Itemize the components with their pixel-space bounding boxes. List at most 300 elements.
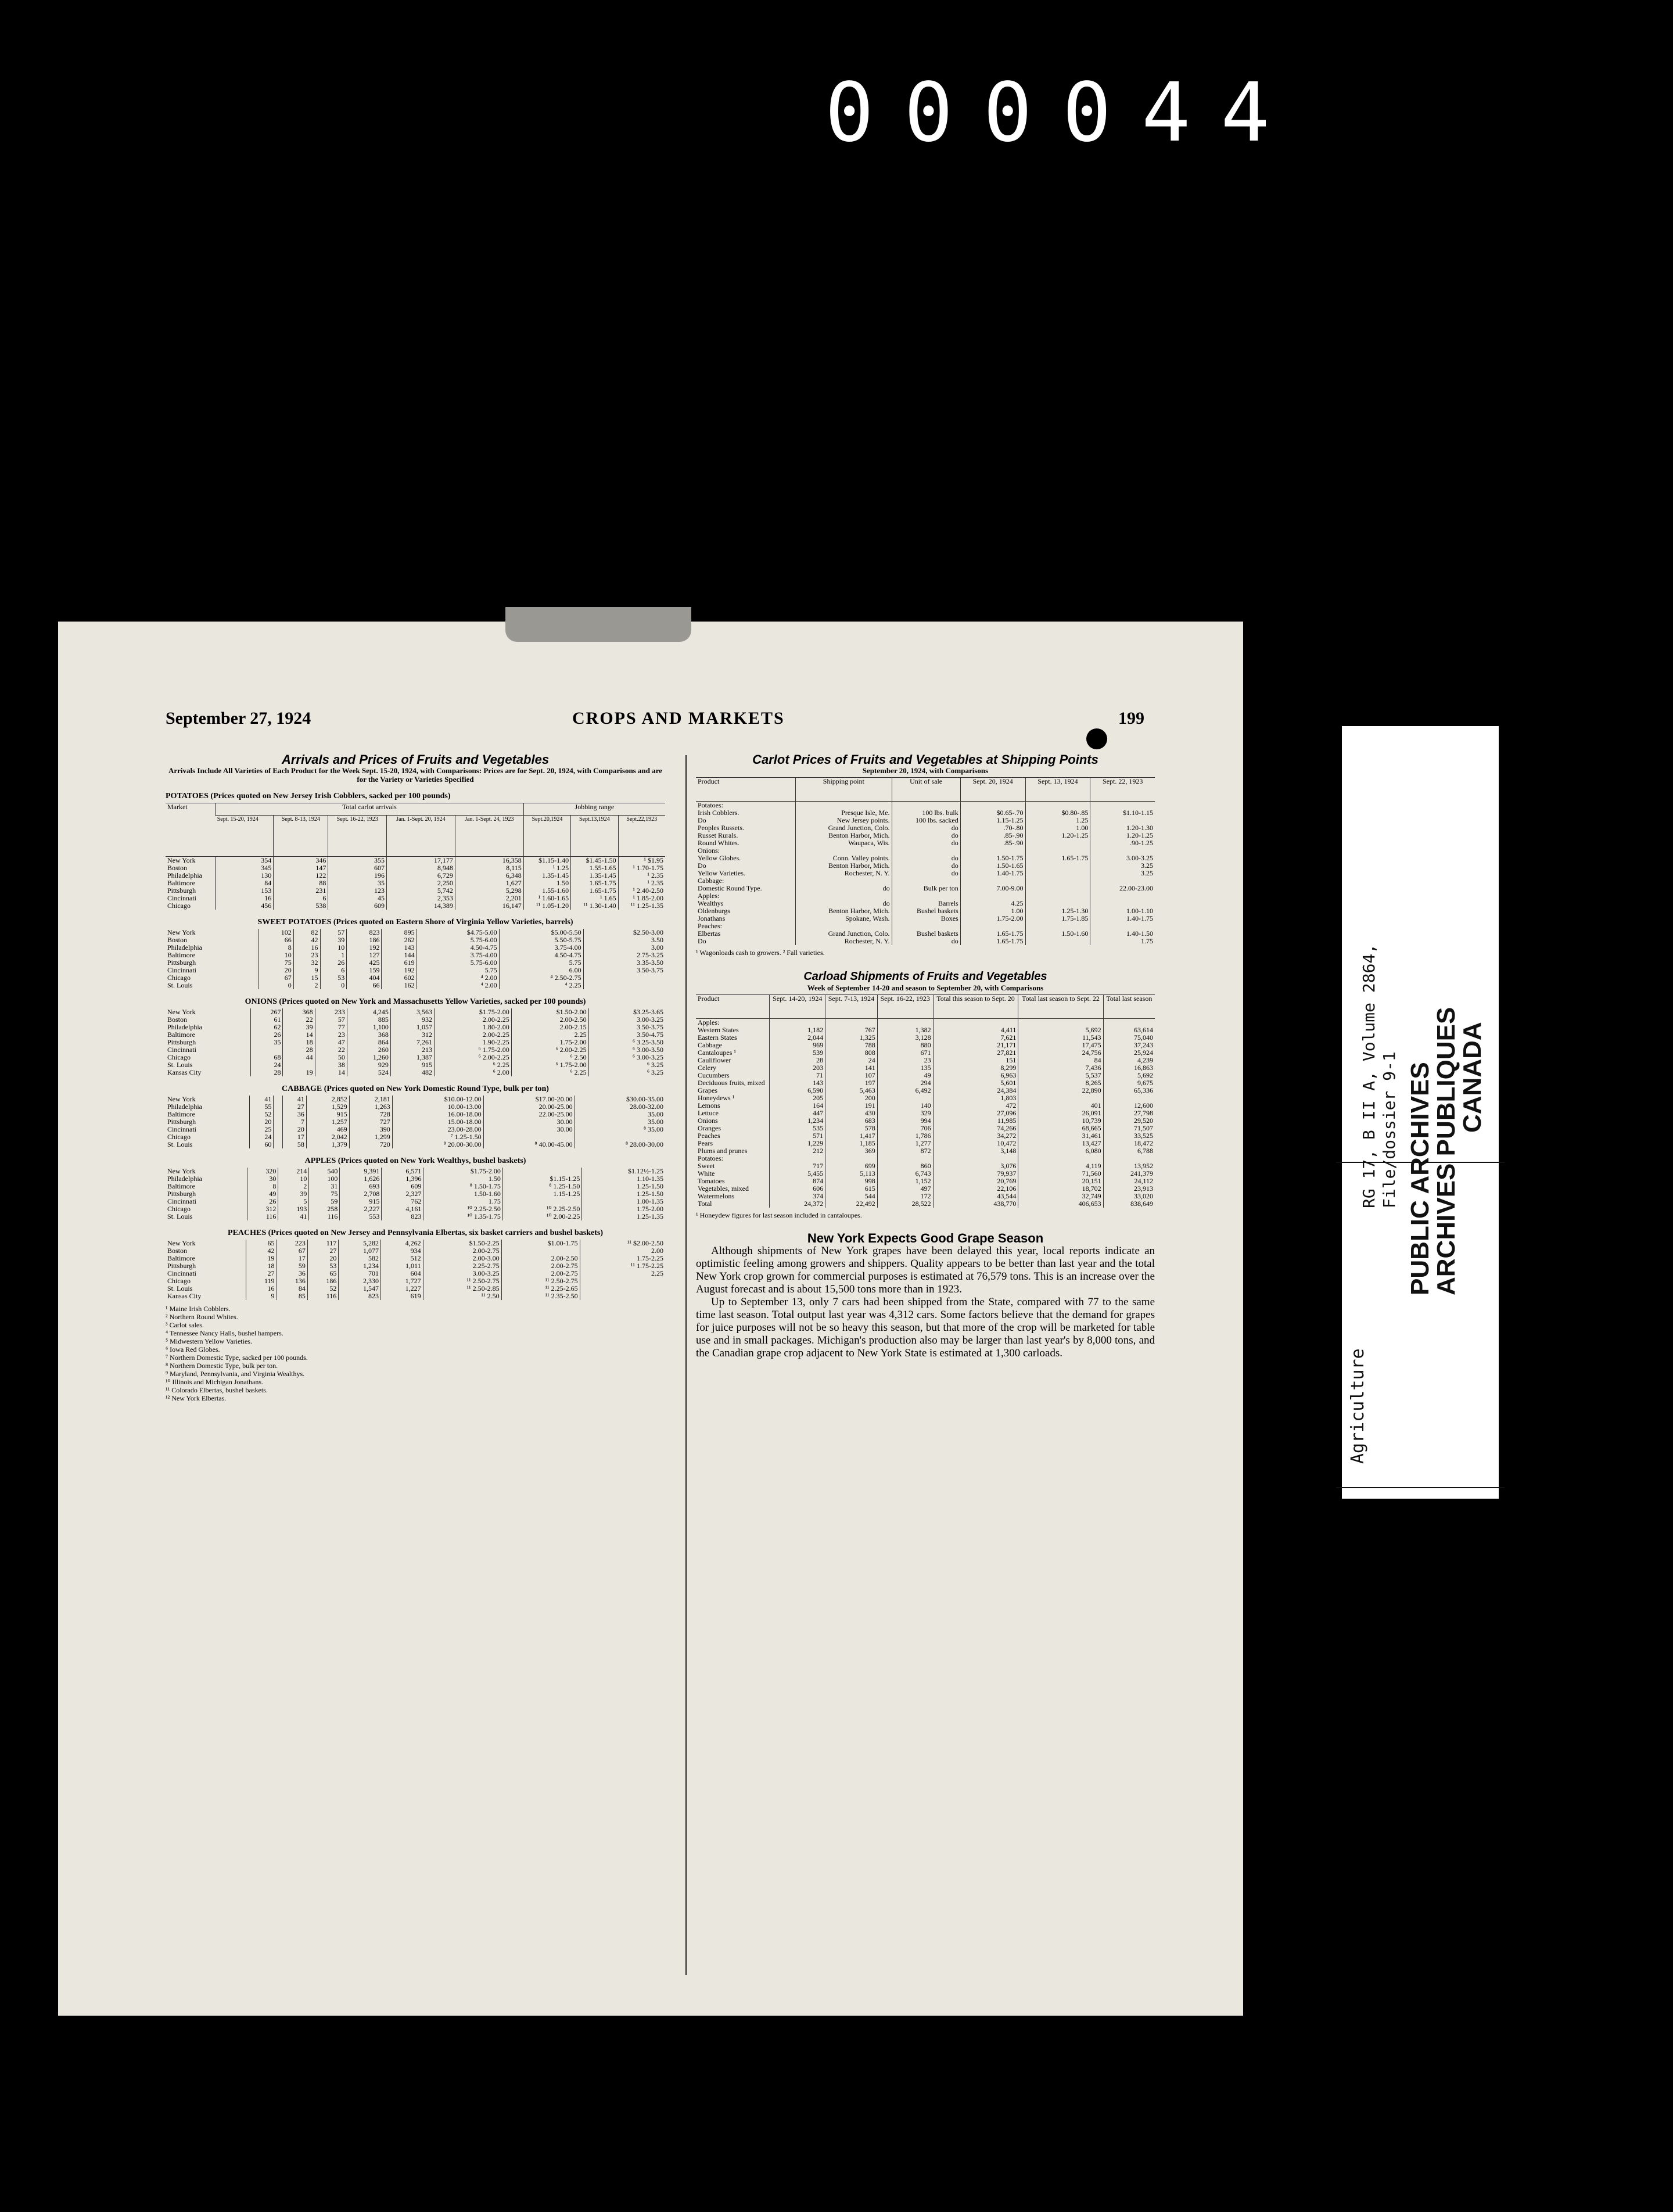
table-cell: 186 xyxy=(307,1277,338,1285)
market-header: Market xyxy=(166,803,216,857)
table-cell: Cincinnati xyxy=(167,1197,196,1205)
footnote-item: ¹¹ Colorado Elbertas, bushel baskets. xyxy=(166,1386,268,1394)
table-cell: 1,263 xyxy=(349,1103,392,1111)
table-cell: Wealthys xyxy=(698,899,724,907)
table-cell: 2.00-3.00 xyxy=(423,1255,501,1262)
carlot-subtitle: September 20, 1924, with Comparisons xyxy=(862,766,989,775)
table-row xyxy=(166,951,665,959)
table-cell: Peaches xyxy=(698,1132,720,1140)
table-cell: 374 xyxy=(770,1193,825,1200)
table-row xyxy=(166,1213,665,1220)
table-cell: Presque Isle, Me. xyxy=(796,809,892,817)
table-cell: 5,742 xyxy=(387,887,455,895)
table-cell: ⁶ 3.25 xyxy=(588,1061,665,1069)
table-row xyxy=(696,854,1155,862)
table-cell: 3.00-3.25 xyxy=(423,1270,501,1277)
carlot-rows xyxy=(696,802,1155,946)
potatoes-heading: POTATOES (Prices quoted on New Jersey Irish Cobblers, sacked per 100 pounds) xyxy=(166,792,451,800)
table-cell: 74,266 xyxy=(933,1125,1018,1132)
table-cell: do xyxy=(892,938,960,945)
table-cell: 44 xyxy=(283,1054,315,1061)
table-cell: $0.80-.85 xyxy=(1025,809,1090,817)
table-cell: 1.40-1.75 xyxy=(1090,915,1155,922)
table-cell: Chicago xyxy=(167,1277,191,1285)
table-cell: 2.00-2.25 xyxy=(434,1031,511,1039)
table-cell: 100 lbs. bulk xyxy=(892,809,960,817)
table-cell: Vegetables, mixed xyxy=(698,1184,749,1193)
archive-file: File/dossier 9-1 xyxy=(1380,1051,1399,1208)
table-row xyxy=(166,982,665,989)
table-cell: 1.20-1.25 xyxy=(1090,832,1155,839)
table-cell: 1.20-1.30 xyxy=(1090,824,1155,832)
table-cell: 860 xyxy=(877,1162,933,1170)
col-header: Sept. 16-22, 1923 xyxy=(328,816,387,857)
table-cell: 135 xyxy=(877,1064,933,1072)
table-cell: Deciduous fruits, mixed xyxy=(698,1079,765,1087)
col-header: Sept. 15-20, 1924 xyxy=(216,816,274,857)
table-cell xyxy=(274,1096,282,1103)
table-cell: Pittsburgh xyxy=(167,1118,196,1126)
table-cell: 200 xyxy=(825,1094,878,1102)
table-cell: ⁶ 1.75-2.00 xyxy=(511,1061,588,1069)
potatoes-table xyxy=(166,803,665,910)
table-cell: 22,106 xyxy=(933,1185,1018,1193)
table-cell: ¹¹ 1.05-1.20 xyxy=(523,902,570,910)
table-cell: 38 xyxy=(315,1061,347,1069)
table-cell: $1.15-1.40 xyxy=(523,857,570,865)
table-cell xyxy=(580,1277,665,1285)
table-cell: 540 xyxy=(309,1168,340,1175)
table-cell: 2 xyxy=(293,982,320,989)
table-cell: 212 xyxy=(770,1147,825,1155)
table-cell: 193 xyxy=(278,1205,309,1213)
table-cell: Western States xyxy=(698,1026,739,1034)
table-cell: 75,040 xyxy=(1103,1034,1155,1042)
table-cell: 456 xyxy=(216,902,274,910)
table-cell: 117 xyxy=(307,1240,338,1247)
table-cell: Chicago xyxy=(167,1133,191,1141)
table-cell: Cincinnati xyxy=(167,966,196,974)
table-cell: 18 xyxy=(246,1262,277,1270)
table-cell: 24,372 xyxy=(770,1200,825,1208)
table-row xyxy=(166,1118,665,1126)
table-cell: 1.75-2.00 xyxy=(960,915,1025,922)
table-cell: 1,152 xyxy=(877,1177,933,1185)
archive-name-en: PUBLIC ARCHIVES xyxy=(1406,1062,1434,1295)
peaches-table xyxy=(166,1240,665,1300)
table-cell: ⁶ 3.00-3.25 xyxy=(588,1054,665,1061)
table-cell: 406,653 xyxy=(1018,1200,1103,1208)
table-cell: Chicago xyxy=(167,902,191,910)
table-cell: 16 xyxy=(246,1285,277,1292)
article-paragraph: Up to September 13, only 7 cars had been shipped from the State, compared with 77 to the same time last season. Total output last year was 4,312 cars. Some factors believe that the demand for grapes for juice purposes will not be so heavy this season, but that more of the crop will be marketed for table use and in small packages. Michigan's production also may be larger than last year's by 8,000 tons, and the Canadian grape crop adjacent to New York State is estimated at 1,300 carloads. xyxy=(696,1296,1155,1359)
table-cell: Oranges xyxy=(698,1124,721,1132)
table-cell: 17,177 xyxy=(387,857,455,865)
table-cell: 7 xyxy=(282,1118,306,1126)
table-cell: 58 xyxy=(282,1141,306,1148)
table-cell: 65 xyxy=(307,1270,338,1277)
table-cell: 1.50 xyxy=(423,1175,502,1183)
footnote-item: ⁵ Midwestern Yellow Varieties. xyxy=(166,1337,252,1345)
table-cell: 355 xyxy=(328,857,387,865)
table-cell: 79,937 xyxy=(933,1170,1018,1177)
table-cell: 538 xyxy=(274,902,328,910)
table-cell: Baltimore xyxy=(167,951,195,959)
table-cell: 6,743 xyxy=(877,1170,933,1177)
table-cell: 32,749 xyxy=(1018,1193,1103,1200)
table-cell: 260 xyxy=(347,1046,390,1054)
table-cell: 42 xyxy=(246,1247,277,1255)
table-cell: 6,590 xyxy=(770,1087,825,1094)
table-cell: 28 xyxy=(770,1057,825,1064)
table-cell: 18,702 xyxy=(1018,1185,1103,1193)
table-cell: 16,358 xyxy=(455,857,523,865)
table-cell: ¹¹ $2.00-2.50 xyxy=(580,1240,665,1247)
table-cell: 71,560 xyxy=(1018,1170,1103,1177)
table-cell: 28 xyxy=(283,1046,315,1054)
table-cell: ⁶ 3.00-3.50 xyxy=(588,1046,665,1054)
table-cell: 39 xyxy=(278,1190,309,1198)
table-row xyxy=(166,1292,665,1300)
table-cell: 6,963 xyxy=(933,1072,1018,1079)
table-row xyxy=(166,1024,665,1031)
table-cell: 27,821 xyxy=(933,1049,1018,1057)
table-cell xyxy=(1103,1019,1155,1027)
table-cell: 1,227 xyxy=(380,1285,423,1292)
cabbage-rows xyxy=(166,1096,665,1148)
table-cell: 13,952 xyxy=(1103,1162,1155,1170)
table-cell: 7,261 xyxy=(390,1039,434,1046)
table-cell: 71 xyxy=(770,1072,825,1079)
table-cell: 469 xyxy=(306,1126,349,1133)
table-cell: ¹¹ 1.75-2.25 xyxy=(580,1262,665,1270)
table-cell: Irish Cobblers. xyxy=(698,809,739,817)
table-cell: ¹¹ 2.50-2.75 xyxy=(423,1277,501,1285)
table-cell xyxy=(274,1126,282,1133)
table-cell: Cabbage: xyxy=(698,877,724,885)
table-cell: 915 xyxy=(306,1111,349,1118)
table-cell xyxy=(1018,1019,1103,1027)
table-cell: 17 xyxy=(277,1255,307,1262)
table-cell: 75 xyxy=(309,1190,340,1198)
table-cell: 17 xyxy=(282,1133,306,1141)
col-header: Sept. 8-13, 1924 xyxy=(274,816,328,857)
table-cell xyxy=(580,1292,665,1300)
table-cell: 1.65-1.75 xyxy=(571,887,618,895)
table-cell: 8 xyxy=(259,944,293,951)
table-header-cell: Total last season xyxy=(1103,995,1155,1019)
table-cell: Peaches: xyxy=(698,922,722,930)
table-row xyxy=(166,974,665,982)
table-cell: Yellow Varieties. xyxy=(698,869,745,877)
table-cell: 4,161 xyxy=(382,1205,423,1213)
table-cell: 43,544 xyxy=(933,1193,1018,1200)
table-cell: Rochester, N. Y. xyxy=(796,870,892,877)
table-cell: ¹ 2.35 xyxy=(618,879,665,887)
table-cell: St. Louis xyxy=(167,981,193,989)
table-cell: 1,299 xyxy=(349,1133,392,1141)
table-cell: 5,298 xyxy=(455,887,523,895)
col-header: Jan. 1-Sept. 20, 1924 xyxy=(387,816,455,857)
table-cell: Kansas City xyxy=(167,1068,202,1076)
table-cell: Potatoes: xyxy=(698,801,723,809)
table-cell: 2,250 xyxy=(387,879,455,887)
table-cell: 100 lbs. sacked xyxy=(892,817,960,824)
table-row xyxy=(166,1008,665,1016)
table-cell: 119 xyxy=(246,1277,277,1285)
arrivals-subtitle: Arrivals Include All Varieties of Each Product for the Week Sept. 15-20, 1924, with Comparisons: Prices are for Sept. 20, 1924, with Comparisons and are for the Variety or Varieties Specified xyxy=(168,766,663,784)
table-cell: 3.75-4.00 xyxy=(417,951,499,959)
table-cell: 2,708 xyxy=(340,1190,382,1198)
table-cell: 2.25 xyxy=(511,1031,588,1039)
left-column xyxy=(166,752,665,1876)
table-cell: 5.75 xyxy=(499,959,583,967)
table-header-cell: Total last season to Sept. 22 xyxy=(1018,995,1103,1019)
table-cell: 5,455 xyxy=(770,1170,825,1177)
table-cell: 6,348 xyxy=(455,872,523,879)
table-cell: 71,507 xyxy=(1103,1125,1155,1132)
table-cell: Peoples Russets. xyxy=(698,824,745,832)
table-cell xyxy=(1025,839,1090,847)
table-cell: Grapes xyxy=(698,1086,717,1094)
table-cell: 28.00-32.00 xyxy=(575,1103,665,1111)
table-cell: 3,563 xyxy=(390,1008,434,1016)
table-cell xyxy=(274,1118,282,1126)
table-cell: $1.75-2.00 xyxy=(423,1168,502,1175)
table-cell: $4.75-5.00 xyxy=(417,929,499,936)
table-cell: Cucumbers xyxy=(698,1071,730,1079)
table-cell: ¹¹ 2.50-2.85 xyxy=(423,1285,501,1292)
table-cell: ¹⁰ 2.25-2.50 xyxy=(502,1205,581,1213)
table-cell: ¹ $1.95 xyxy=(618,857,665,865)
table-cell: 267 xyxy=(251,1008,283,1016)
table-cell: 116 xyxy=(309,1213,340,1220)
table-cell: 438,770 xyxy=(933,1200,1018,1208)
table-cell xyxy=(583,982,665,989)
table-cell: 6 xyxy=(274,895,328,902)
table-cell: 41 xyxy=(282,1096,306,1103)
table-cell: 127 xyxy=(347,951,382,959)
footnotes xyxy=(166,1305,665,1402)
table-cell: New York xyxy=(167,1167,196,1175)
table-cell xyxy=(960,802,1025,810)
header-title: CROPS AND MARKETS xyxy=(572,709,785,728)
table-cell: 1,229 xyxy=(770,1140,825,1147)
table-cell: 231 xyxy=(274,887,328,895)
table-cell: Philadelphia xyxy=(167,1103,202,1111)
table-cell: ¹ 2.35 xyxy=(618,872,665,879)
table-cell: 2,201 xyxy=(455,895,523,902)
table-cell: 1.75-2.25 xyxy=(580,1255,665,1262)
label-divider xyxy=(1336,1487,1505,1488)
table-cell: 2,042 xyxy=(306,1133,349,1141)
table-cell: 63,614 xyxy=(1103,1026,1155,1034)
table-cell: 59 xyxy=(277,1262,307,1270)
table-cell: 934 xyxy=(380,1247,423,1255)
table-row xyxy=(166,936,665,944)
table-cell: ¹⁰ 2.00-2.25 xyxy=(502,1213,581,1220)
table-cell: 706 xyxy=(877,1125,933,1132)
table-cell: 1.40-1.75 xyxy=(960,870,1025,877)
table-cell: 1 xyxy=(320,951,347,959)
table-row xyxy=(166,1031,665,1039)
table-cell: 4,119 xyxy=(1018,1162,1103,1170)
table-cell: 9 xyxy=(246,1292,277,1300)
table-cell: 41 xyxy=(250,1096,274,1103)
table-cell: Pears xyxy=(698,1139,713,1147)
table-cell: 3.50 xyxy=(583,936,665,944)
table-cell: 2.00-2.50 xyxy=(511,1016,588,1024)
table-row xyxy=(696,1087,1155,1094)
table-cell xyxy=(1025,862,1090,870)
table-row xyxy=(166,1126,665,1133)
table-cell: 41 xyxy=(278,1213,309,1220)
table-cell: ¹ 1.25 xyxy=(523,864,570,872)
table-cell: $3.25-3.65 xyxy=(588,1008,665,1016)
table-cell: 1.75-1.85 xyxy=(1025,915,1090,922)
table-cell: 53 xyxy=(307,1262,338,1270)
table-cell: Bushel baskets xyxy=(892,907,960,915)
table-cell: 1,547 xyxy=(339,1285,381,1292)
table-row xyxy=(166,1096,665,1103)
table-cell: 75 xyxy=(259,959,293,967)
table-cell: 57 xyxy=(315,1016,347,1024)
table-cell: 47 xyxy=(315,1039,347,1046)
table-cell: 1.55-1.60 xyxy=(523,887,570,895)
table-cell: Barrels xyxy=(892,900,960,907)
table-cell: 1.00-1.10 xyxy=(1090,907,1155,915)
table-cell: 404 xyxy=(347,974,382,982)
table-cell: ⁶ 2.00-2.25 xyxy=(434,1054,511,1061)
table-cell: 6,492 xyxy=(877,1087,933,1094)
table-cell: 162 xyxy=(382,982,417,989)
table-row xyxy=(696,1200,1155,1208)
table-cell: ⁴ 2.25 xyxy=(499,982,583,989)
table-cell: 107 xyxy=(825,1072,878,1079)
table-cell: 65 xyxy=(246,1240,277,1247)
table-cell: Do xyxy=(698,816,706,824)
table-cell: Boston xyxy=(167,1247,188,1255)
table-cell: 6,729 xyxy=(387,872,455,879)
table-header-cell: Sept. 14-20, 1924 xyxy=(770,995,825,1019)
table-cell: 1,727 xyxy=(380,1277,423,1285)
table-cell: 147 xyxy=(274,864,328,872)
table-cell: 196 xyxy=(328,872,387,879)
table-cell: .70-.80 xyxy=(960,824,1025,832)
table-cell xyxy=(892,802,960,810)
table-cell: Rochester, N. Y. xyxy=(796,938,892,945)
table-cell xyxy=(1090,892,1155,900)
table-cell: 1,325 xyxy=(825,1034,878,1042)
table-cell: 4.50-4.75 xyxy=(499,951,583,959)
frame-number: 000044 xyxy=(825,66,1300,160)
table-header-cell: Shipping point xyxy=(796,778,892,802)
table-cell: New York xyxy=(167,1095,196,1103)
table-cell: 823 xyxy=(339,1292,381,1300)
table-cell: 164 xyxy=(770,1102,825,1109)
table-cell: ⁶ 2.00 xyxy=(434,1069,511,1076)
table-cell: Boston xyxy=(167,864,188,872)
table-cell: $1.50-2.25 xyxy=(423,1240,501,1247)
table-cell: 153 xyxy=(216,887,274,895)
table-cell: Jonathans xyxy=(698,914,726,922)
table-cell: 20 xyxy=(250,1118,274,1126)
table-cell: 53 xyxy=(320,974,347,982)
table-cell: 524 xyxy=(347,1069,390,1076)
table-cell: 19 xyxy=(246,1255,277,1262)
column-headers xyxy=(166,816,665,857)
table-cell: 5,692 xyxy=(1018,1026,1103,1034)
table-cell: $30.00-35.00 xyxy=(575,1096,665,1103)
table-cell: 2.00-2.75 xyxy=(501,1270,580,1277)
table-cell: 20 xyxy=(259,967,293,974)
table-cell: 22 xyxy=(283,1016,315,1024)
table-row xyxy=(696,1019,1155,1027)
table-cell: 6 xyxy=(320,967,347,974)
table-cell: ⁶ 1.75-2.00 xyxy=(434,1046,511,1054)
table-cell: 9 xyxy=(293,967,320,974)
table-cell: ⁸ 40.00-45.00 xyxy=(483,1141,575,1148)
table-header-cell: Sept. 22, 1923 xyxy=(1090,778,1155,802)
table-cell: ⁸ 1.25-1.50 xyxy=(502,1183,581,1190)
table-cell: St. Louis xyxy=(167,1212,193,1220)
table-cell: Russet Rurals. xyxy=(698,831,738,839)
table-cell: 1,277 xyxy=(877,1140,933,1147)
table-cell: 1.80-2.00 xyxy=(434,1024,511,1031)
table-cell: ¹ 1.85-2.00 xyxy=(618,895,665,902)
table-cell: 0 xyxy=(259,982,293,989)
table-cell: 497 xyxy=(877,1185,933,1193)
table-cell: 35.00 xyxy=(575,1118,665,1126)
table-cell: 4.50-4.75 xyxy=(417,944,499,951)
table-cell: 728 xyxy=(349,1111,392,1118)
article-title: New York Expects Good Grape Season xyxy=(807,1231,1044,1245)
table-cell: 915 xyxy=(390,1061,434,1069)
table-cell: 16,863 xyxy=(1103,1064,1155,1072)
footnote-item: ⁹ Maryland, Pennsylvania, and Virginia Wealthys. xyxy=(166,1370,305,1378)
table-cell: ⁸ 35.00 xyxy=(575,1126,665,1133)
table-cell: 1,379 xyxy=(306,1141,349,1148)
table-cell: 10 xyxy=(320,944,347,951)
table-cell: 6.00 xyxy=(499,967,583,974)
table-cell: 727 xyxy=(349,1118,392,1126)
table-cell: 874 xyxy=(770,1177,825,1185)
table-cell: 5.75-6.00 xyxy=(417,936,499,944)
table-cell: Do xyxy=(698,861,706,870)
table-row xyxy=(696,832,1155,839)
table-cell: 1.25-1.35 xyxy=(582,1213,665,1220)
table-cell: ¹¹ 2.35-2.50 xyxy=(501,1292,580,1300)
table-row xyxy=(166,1046,665,1054)
table-cell: 6,788 xyxy=(1103,1147,1155,1155)
table-cell: Tomatoes xyxy=(698,1177,725,1185)
footnote-item: ¹ Maine Irish Cobblers. xyxy=(166,1305,231,1313)
table-cell: do xyxy=(796,900,892,907)
table-cell: Chicago xyxy=(167,1205,191,1213)
table-row xyxy=(166,1061,665,1069)
table-cell: 312 xyxy=(247,1205,278,1213)
table-cell: Cincinnati xyxy=(167,1269,196,1277)
table-cell: 14 xyxy=(283,1031,315,1039)
table-cell: 1.75 xyxy=(1090,938,1155,945)
table-cell: 346 xyxy=(274,857,328,865)
table-cell: 2.25-2.75 xyxy=(423,1262,501,1270)
table-cell: 609 xyxy=(382,1183,423,1190)
table-cell: 1.65-1.75 xyxy=(960,938,1025,945)
table-cell: do xyxy=(892,862,960,870)
table-cell: 33,020 xyxy=(1103,1193,1155,1200)
table-cell: ⁴ 2.00 xyxy=(417,982,499,989)
